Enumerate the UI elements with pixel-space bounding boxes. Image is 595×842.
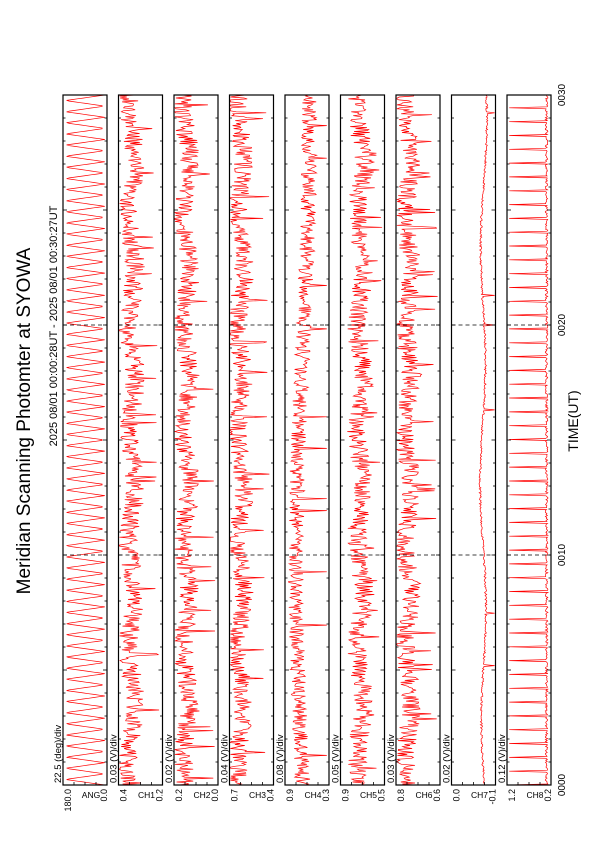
panel-stack	[53, 95, 553, 812]
panel-scale-label: 0.02 (V)/div	[164, 734, 175, 783]
series-line-ch2	[175, 95, 215, 785]
panel-ch1	[109, 95, 165, 802]
series-line-ch4	[289, 95, 327, 785]
channel-label: CH2	[193, 790, 211, 800]
panel-scale-label: 0.02 (V)/div	[441, 734, 453, 783]
panel-scale-label: 0.12 (V)/div	[497, 734, 508, 783]
y-tick-label-min: 0.2	[154, 789, 165, 802]
panel-scale-label: 0.04 (V)/div	[219, 734, 231, 783]
channel-label: CH3	[248, 790, 267, 800]
series-line-ch3	[230, 95, 269, 785]
y-tick-label-min: 0.0	[210, 789, 220, 802]
channel-label: CH1	[137, 790, 156, 800]
x-axis-label: TIME(UT)	[565, 390, 581, 452]
panel-ch8	[497, 95, 553, 802]
y-tick-label-max: 0.8	[396, 789, 406, 802]
panel-scale-label: 0.08 (V)/div	[275, 734, 286, 783]
y-tick-label-max: 0.9	[285, 789, 295, 802]
y-tick-label-max: 0.7	[229, 789, 240, 802]
x-tick-label: 0030	[557, 83, 568, 107]
channel-label: ANG	[81, 790, 101, 800]
x-tick-label: 0020	[557, 313, 568, 337]
y-tick-label-min: 0.0	[99, 789, 109, 802]
y-tick-label-min: -0.1	[487, 789, 498, 805]
series-line-ch1	[119, 95, 159, 785]
channel-label: CH4	[304, 790, 322, 800]
chart-title: Meridian Scanning Photomter at SYOWA	[14, 247, 35, 595]
y-tick-label-max: 0.9	[340, 789, 351, 802]
panel-frame	[285, 95, 329, 785]
y-tick-label-min: 0.4	[265, 789, 276, 802]
panel-frame	[452, 95, 496, 785]
y-tick-label-max: 1.2	[507, 789, 517, 802]
channel-label: CH8	[526, 790, 544, 800]
series-line-ch6	[397, 95, 438, 785]
panel-frame	[63, 95, 107, 785]
channel-label: CH6	[415, 790, 433, 800]
panel-scale-label: 0.03 (V)/div	[108, 734, 120, 783]
y-tick-label-min: 0.3	[321, 789, 331, 802]
panel-scale-label: 22.5 (deg)/div	[53, 724, 64, 783]
time-range-label: 2025 08/01 00:00:28UT - 2025 08/01 00:30:27UT	[48, 205, 60, 447]
y-tick-label-min: 0.5	[376, 789, 387, 802]
x-tick-label: 0000	[557, 773, 568, 797]
channel-label: CH7	[470, 790, 489, 800]
y-tick-label-max: 0.0	[451, 789, 462, 802]
panel-angle	[53, 95, 109, 812]
y-tick-label-max: 180.0	[63, 789, 73, 812]
y-tick-label-max: 0.2	[174, 789, 184, 802]
panel-ch4	[275, 95, 331, 802]
panel-scale-label: 0.03 (V)/div	[386, 734, 397, 783]
panel-ch2	[164, 95, 220, 802]
panel-ch3	[220, 95, 276, 802]
series-line-ch8	[509, 95, 548, 785]
panel-scale-label: 0.05 (V)/div	[330, 734, 342, 783]
panel-ch7	[442, 95, 498, 805]
channel-label: CH5	[359, 790, 378, 800]
panel-ch5	[331, 95, 387, 802]
panel-ch6	[386, 95, 442, 802]
x-tick-label: 0010	[557, 543, 568, 567]
panel-frame	[119, 95, 163, 785]
y-tick-label-max: 0.4	[118, 789, 129, 802]
series-line-angle	[67, 95, 105, 785]
series-line-ch5	[347, 95, 382, 785]
y-tick-label-min: 0.2	[543, 789, 553, 802]
y-tick-label-min: 0.6	[432, 789, 442, 802]
